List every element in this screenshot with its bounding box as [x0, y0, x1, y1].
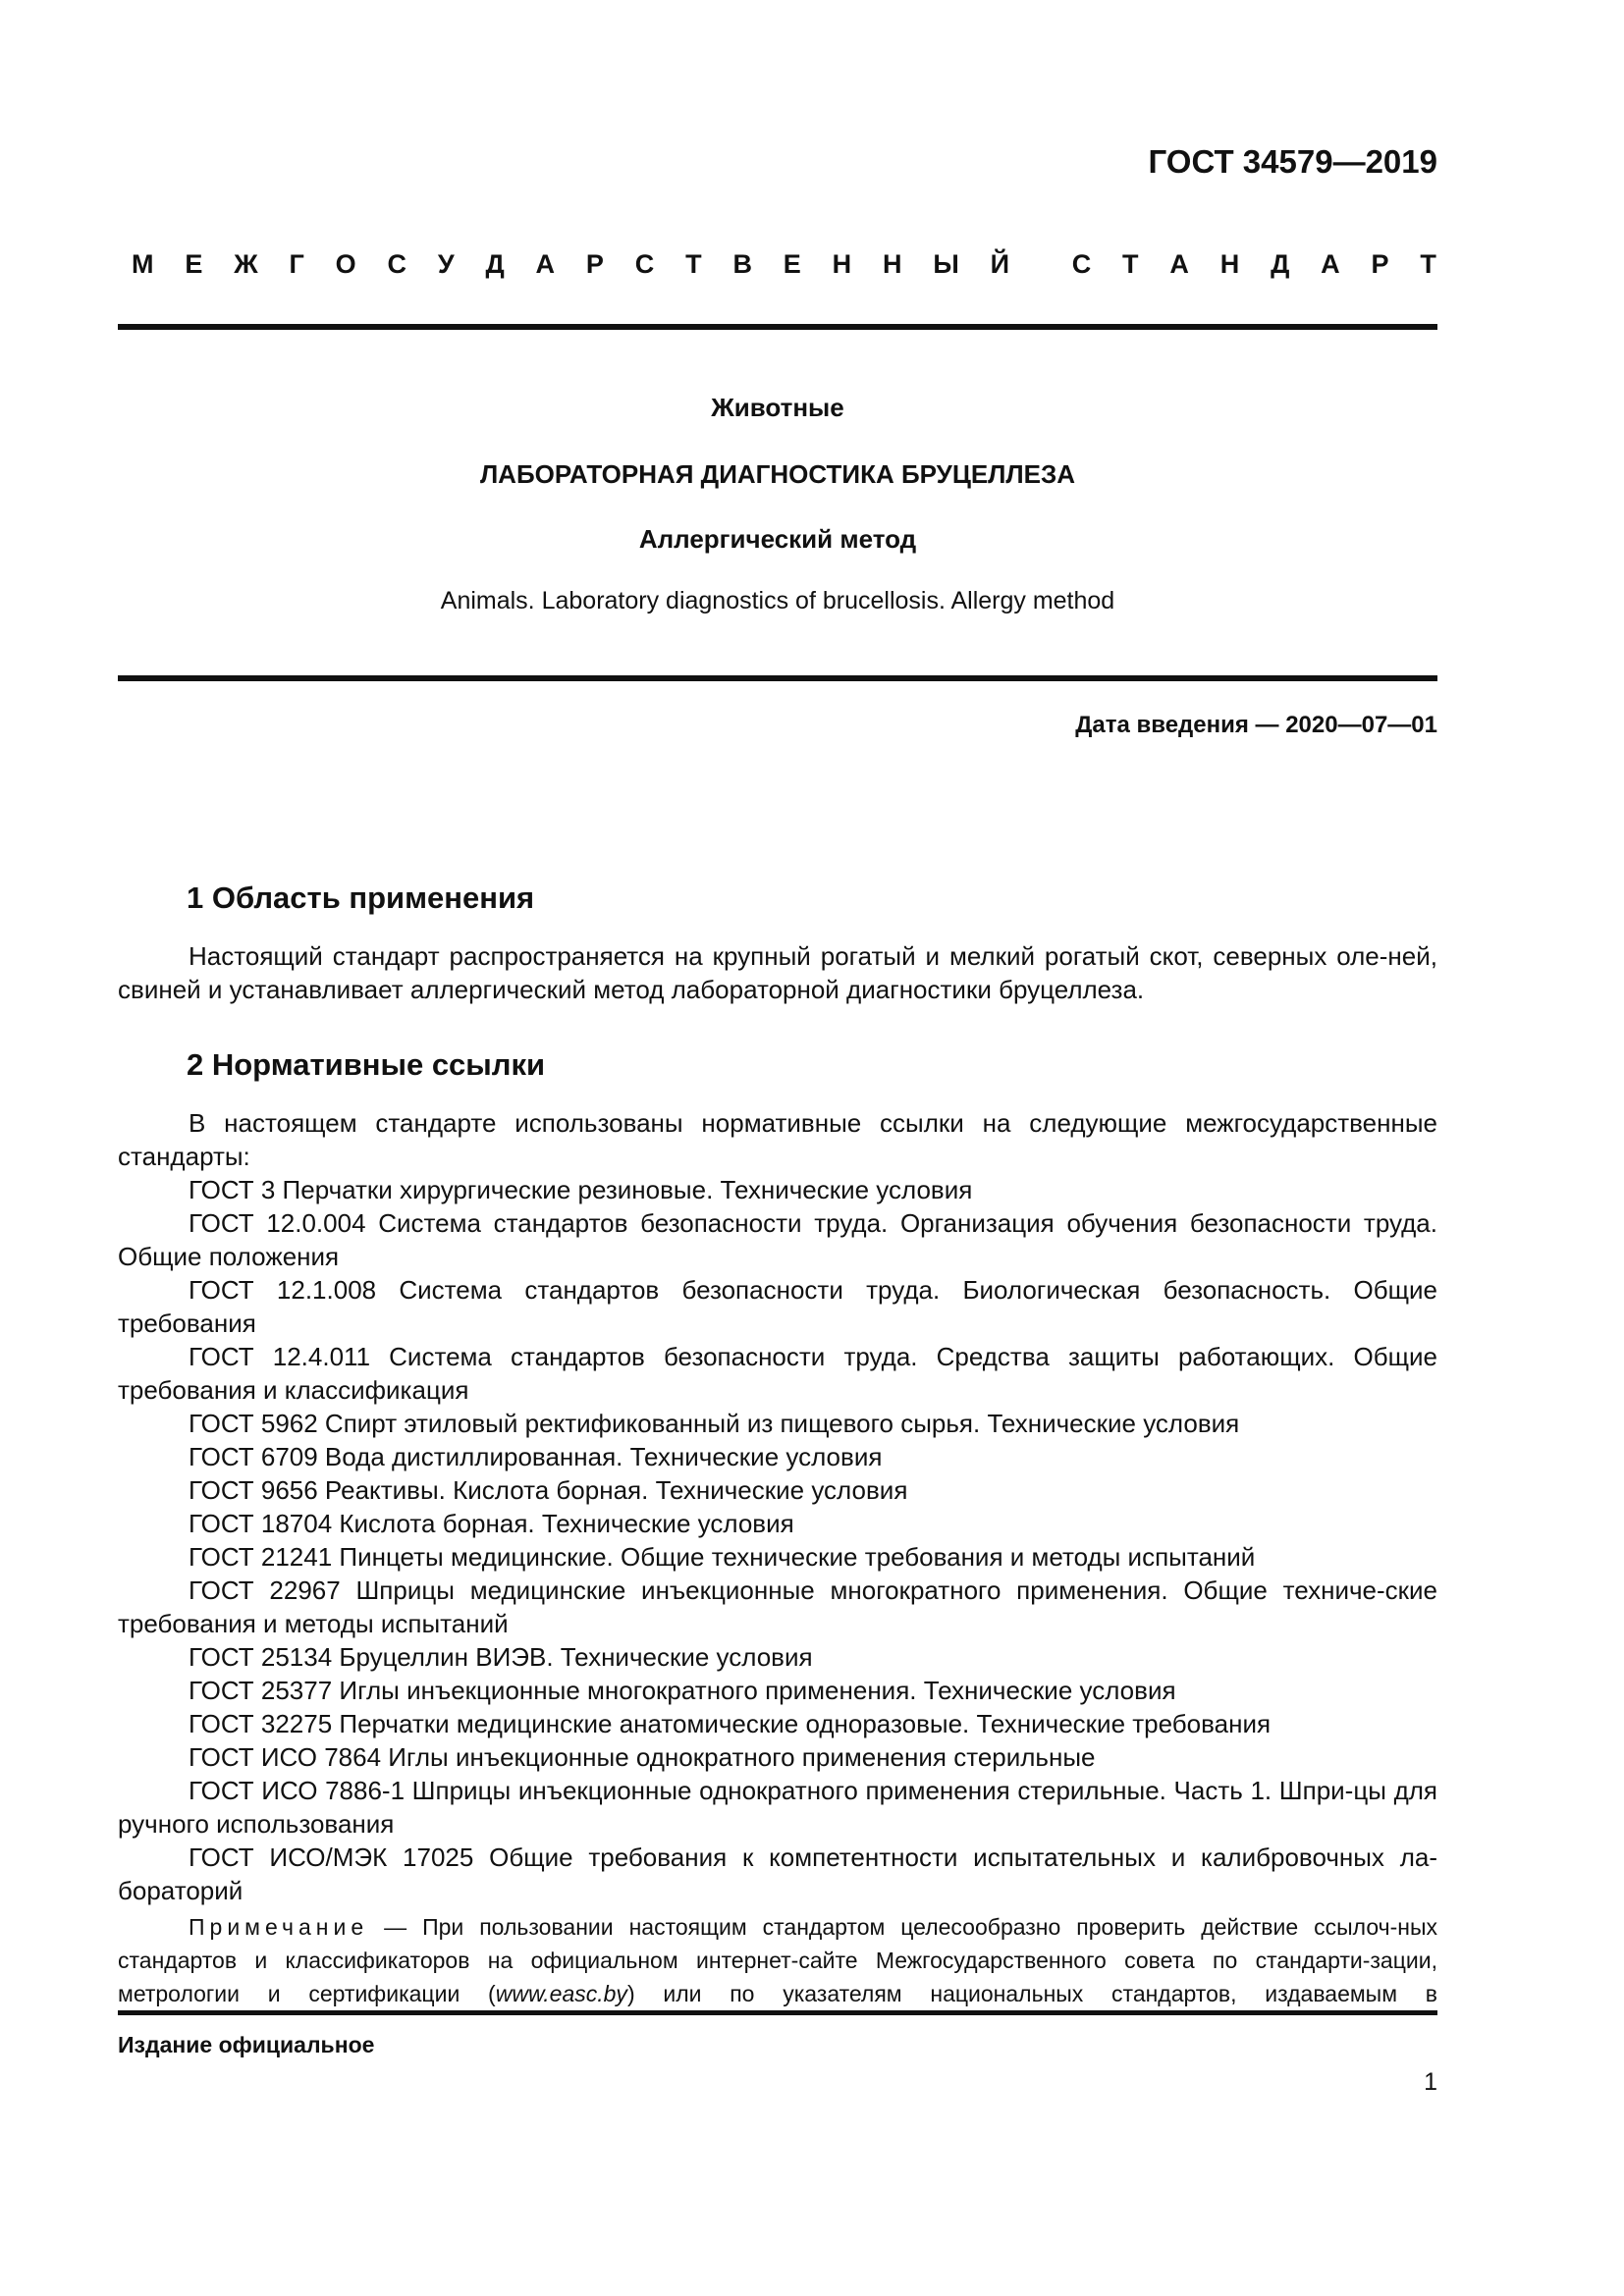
heading-letter: Н	[1219, 249, 1240, 279]
references-list	[118, 1173, 1437, 1907]
title-divider	[118, 675, 1437, 681]
reference-item: ГОСТ 12.4.011 Система стандартов безопасности труда. Средства защиты работающих. Общие требования и классификация	[118, 1342, 1437, 1405]
heading-letter: Й	[990, 249, 1010, 279]
reference-item: ГОСТ 21241 Пинцеты медицинские. Общие технические требования и методы испытаний	[189, 1542, 1256, 1572]
header-divider	[118, 324, 1437, 330]
heading-letter: А	[535, 249, 556, 279]
reference-item: ГОСТ ИСО 7864 Иглы инъекционные однократного применения стерильные	[189, 1742, 1096, 1772]
reference-item: ГОСТ 12.0.004 Система стандартов безопасности труда. Организация обучения безопасности труда. Общие положения	[118, 1208, 1437, 1271]
title-subject: Животные	[711, 393, 844, 422]
heading-letter: Д	[485, 249, 505, 279]
heading-letter: У	[437, 249, 455, 279]
section-scope-text: Настоящий стандарт распространяется на крупный рогатый и мелкий рогатый скот, северных оле-ней, свиней и устанавливает аллергический метод лабораторной диагностики бруцеллеза.	[118, 941, 1437, 1004]
note-link[interactable]: www.easc.by	[495, 1981, 627, 2006]
reference-item: ГОСТ ИСО/МЭК 17025 Общие требования к компетентности испытательных и калибровочных ла-бораторий	[118, 1842, 1437, 1905]
introduction-date: Дата введения — 2020—07—01	[1075, 712, 1437, 738]
heading-letter: Е	[783, 249, 801, 279]
document-number: ГОСТ 34579—2019	[1148, 143, 1437, 180]
note-text-end: ) или по указателям национальных стандартов, издаваемым в	[626, 1981, 1437, 2006]
heading-letter: О	[335, 249, 356, 279]
reference-item: ГОСТ 25377 Иглы инъекционные многократного применения. Технические условия	[189, 1676, 1176, 1705]
reference-item: ГОСТ 9656 Реактивы. Кислота борная. Технические условия	[189, 1475, 908, 1505]
heading-letter: Г	[289, 249, 304, 279]
reference-item: ГОСТ 5962 Спирт этиловый ректификованный из пищевого сырья. Технические условия	[189, 1409, 1240, 1438]
heading-letter: Н	[882, 249, 902, 279]
heading-letter: А	[1169, 249, 1189, 279]
reference-item: ГОСТ 3 Перчатки хирургические резиновые. Технические условия	[189, 1175, 973, 1204]
references-intro: В настоящем стандарте использованы нормативные ссылки на следующие межгосударственные стандарты:	[118, 1108, 1437, 1171]
reference-item: ГОСТ 22967 Шприцы медицинские инъекционные многократного применения. Общие техниче-ские требования и методы испытаний	[118, 1575, 1437, 1638]
reference-item: ГОСТ ИСО 7886-1 Шприцы инъекционные однократного применения стерильные. Часть 1. Шпри-цы для ручного использования	[118, 1776, 1437, 1839]
page-number: 1	[1424, 2068, 1437, 2096]
edition-label: Издание официальное	[118, 2032, 375, 2057]
section-heading-scope: 1 Область применения	[187, 881, 535, 915]
heading-letter: С	[387, 249, 406, 279]
reference-item: ГОСТ 12.1.008 Система стандартов безопасности труда. Биологическая безопасность. Общие требования	[118, 1275, 1437, 1338]
title-english: Animals. Laboratory diagnostics of brucellosis. Allergy method	[440, 587, 1115, 614]
title-method: Аллергический метод	[638, 524, 917, 554]
section-heading-references: 2 Нормативные ссылки	[187, 1047, 546, 1082]
heading-letter: Р	[1371, 249, 1389, 279]
heading-letter: В	[732, 249, 752, 279]
heading-letter: Н	[832, 249, 852, 279]
heading-letter: Е	[185, 249, 203, 279]
heading-letter: С	[634, 249, 655, 279]
note-text: — При пользовании настоящим стандартом целесообразно проверить действие ссылоч-ных стандартов и классификаторов на официальном интернет-сайте Межгосударственного совета по стандарти-зации, метрологии и сертификации (	[118, 1914, 1437, 2006]
standard-type-heading	[132, 249, 1436, 280]
heading-letter: Т	[685, 249, 702, 279]
references-note	[118, 1910, 1437, 2010]
note-label: Примечание	[189, 1914, 369, 1940]
reference-item: ГОСТ 18704 Кислота борная. Технические условия	[189, 1509, 794, 1538]
heading-letter: Р	[585, 249, 604, 279]
reference-item: ГОСТ 32275 Перчатки медицинские анатомические одноразовые. Технические требования	[189, 1709, 1272, 1738]
title-main: ЛАБОРАТОРНАЯ ДИАГНОСТИКА БРУЦЕЛЛЕЗА	[479, 459, 1076, 489]
heading-letter: М	[132, 249, 154, 279]
footer-divider	[118, 2010, 1437, 2015]
heading-letter: С	[1071, 249, 1092, 279]
heading-letter: Ы	[933, 249, 959, 279]
heading-letter: Т	[1420, 249, 1436, 279]
heading-letter: Т	[1122, 249, 1139, 279]
heading-letter: Д	[1271, 249, 1290, 279]
reference-item: ГОСТ 6709 Вода дистиллированная. Технические условия	[189, 1442, 883, 1471]
heading-letter: А	[1321, 249, 1340, 279]
reference-item: ГОСТ 25134 Бруцеллин ВИЭВ. Технические условия	[189, 1642, 813, 1672]
heading-letter: Ж	[234, 249, 258, 279]
